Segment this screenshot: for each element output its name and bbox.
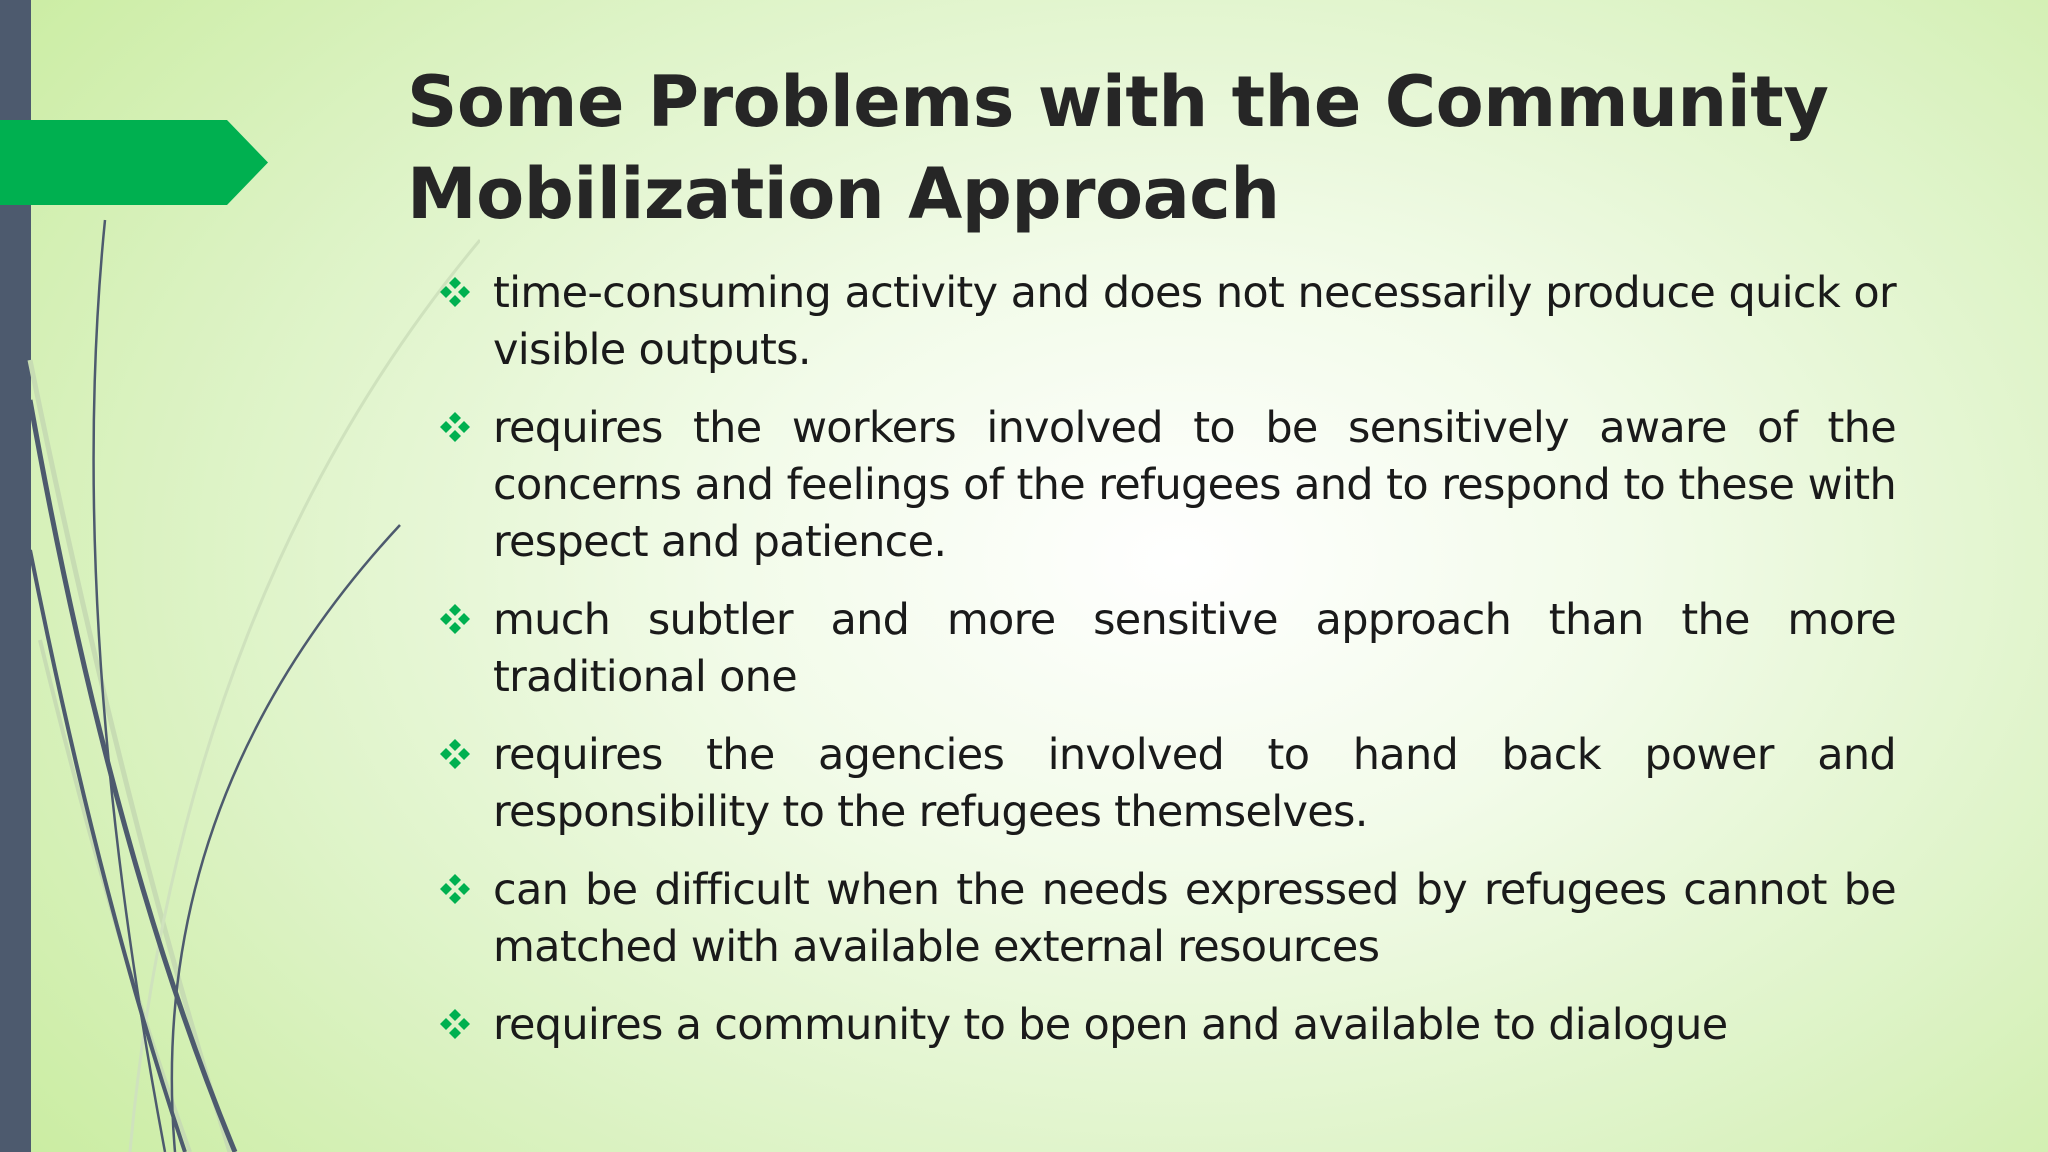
bullet-item [438, 997, 1896, 1054]
four-diamond-bullet-icon [438, 602, 472, 636]
bullet-item [438, 265, 1896, 379]
four-diamond-bullet-icon [438, 410, 472, 444]
bullet-item [438, 592, 1896, 706]
four-diamond-bullet-icon [438, 1007, 472, 1041]
four-diamond-bullet-icon [438, 737, 472, 771]
bullet-text: requires a community to be open and available to dialogue [493, 1000, 1728, 1050]
bullet-text: much subtler and more sensitive approach than the more traditional one [493, 595, 1896, 702]
bullet-text: requires the agencies involved to hand back power and responsibility to the refugees themselves. [493, 730, 1896, 837]
slide-title-line-2: Mobilization Approach [407, 153, 1280, 235]
bullet-text: can be difficult when the needs expressed by refugees cannot be matched with available external resources [493, 865, 1896, 972]
bullet-text: time-consuming activity and does not necessarily produce quick or visible outputs. [493, 268, 1896, 375]
bullet-list [438, 265, 1896, 1075]
four-diamond-bullet-icon [438, 872, 472, 906]
slide-title [407, 56, 1967, 240]
bullet-item [438, 862, 1896, 976]
bullet-item [438, 727, 1896, 841]
four-diamond-bullet-icon [438, 275, 472, 309]
slide-title-line-1: Some Problems with the Community [407, 61, 1829, 143]
bullet-item [438, 400, 1896, 571]
bullet-text: requires the workers involved to be sensitively aware of the concerns and feelings of the refugees and to respond to these with respect and patience. [493, 403, 1896, 567]
arrow-tab-icon [0, 120, 268, 205]
